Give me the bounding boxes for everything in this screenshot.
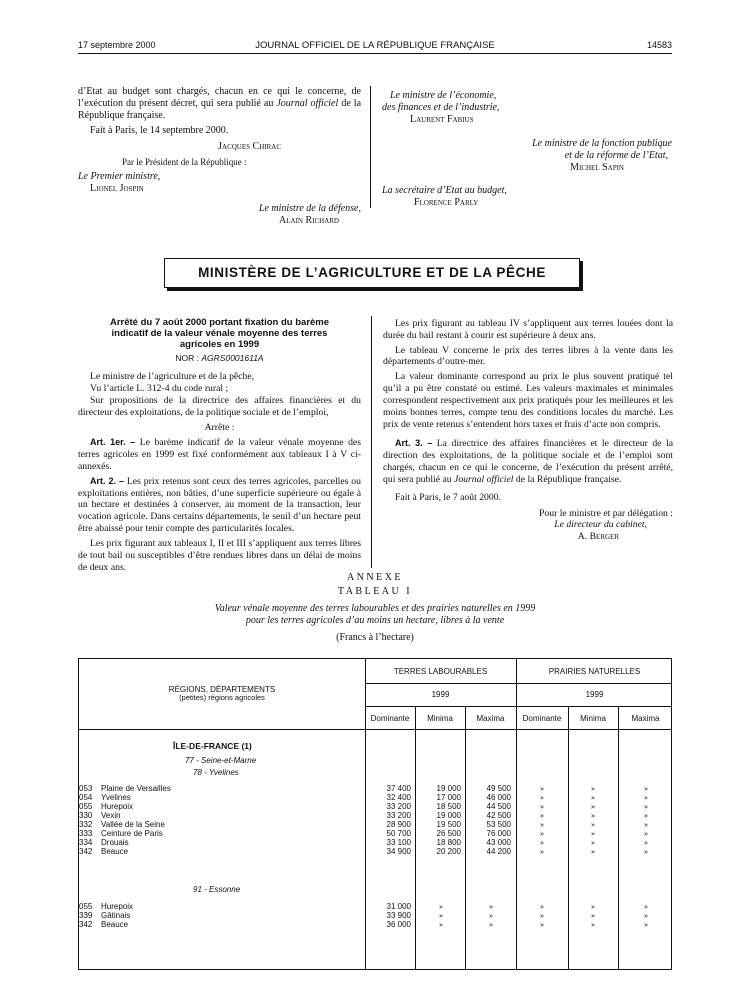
table-row (79, 829, 365, 838)
cell-ditto: » (591, 829, 595, 838)
tables-1-3-note: Les prix figurant aux tableaux I, II et III s’appliquent aux terres libres de tout bail ou susceptibles d’être rendues libres dans un délai de moins de deux ans. (78, 537, 361, 573)
annexe-heading-block (78, 572, 672, 645)
eco-title-2: des finances et de l’industrie, (382, 102, 500, 114)
cell-ditto: » (540, 911, 544, 920)
row-name (101, 902, 363, 911)
row-name (101, 838, 363, 847)
row-name-text: Beauce (101, 920, 129, 929)
rows-yvelines (79, 784, 673, 864)
row-code: 339 (79, 911, 93, 920)
row-name (101, 820, 363, 829)
table-rule (79, 729, 671, 730)
signatory-defense: Alain Richard (279, 215, 339, 227)
minister-line: Le ministre de l’agriculture et de la pêche, (90, 371, 255, 383)
cell-ditto: » (591, 920, 595, 929)
row-name (101, 811, 363, 820)
row-name (101, 920, 363, 929)
cell-ditto: » (591, 820, 595, 829)
table-row (79, 847, 365, 856)
header-prairies-naturelles: PRAIRIES NATURELLES (548, 667, 641, 676)
table-rule (365, 706, 671, 707)
article-2: Art. 2. – Les prix retenus sont ceux des terres agricoles, parcelles ou exploitations entières, non bâties, d’une superficie supérieure ou égale à un hectare et destinées à conserver, au moment de la transaction, leur vocation agricole. Dans certains départements, le seuil d’un hectare peut être abaissé pour tenir compte des particularités locales. (78, 475, 361, 535)
cell-ditto: » (540, 793, 544, 802)
column-divider (370, 86, 371, 208)
cell-max: 53 500 (486, 820, 511, 829)
header-year-pn: 1999 (585, 690, 604, 699)
decree-date: Fait à Paris, le 14 septembre 2000. (90, 124, 229, 136)
cell-ditto: » (644, 911, 648, 920)
row-name (101, 829, 363, 838)
row-name-text: Beauce (101, 847, 129, 856)
signatory-economy: Laurent Fabius (410, 114, 474, 126)
cell-ditto: » (540, 920, 544, 929)
cell-ditto: » (591, 847, 595, 856)
arrete-word: Arrête : (204, 422, 235, 434)
header-dominante-tl: Dominante (370, 714, 410, 723)
signatory-pm: Lionel Jospin (90, 183, 144, 195)
cell-min: 19 000 (436, 811, 461, 820)
department-78: 78 - Yvelines (193, 768, 239, 777)
table-row (79, 902, 365, 911)
tableau-heading: TABLEAU I (337, 586, 413, 598)
eco-title-1: Le ministre de l’économie, (390, 90, 497, 101)
cell-dom: 36 000 (386, 920, 411, 929)
header-page-number: 14583 (646, 40, 672, 50)
cell-ditto: » (439, 902, 443, 911)
decree-closing-paragraph: d’Etat au budget sont chargés, chacun en ce qui le concerne, de l’exécution du présent décret, qui sera publié au Journal officiel de la République française. (78, 86, 362, 122)
table-4-note: Les prix figurant au tableau IV s’appliquent aux terres louées dont la durée du bail restant à courir est supérieure à deux ans. (383, 318, 673, 341)
cell-dom: 31 000 (386, 902, 411, 911)
arrete-title: Arrêté du 7 août 2000 portant fixation du barème indicatif de la valeur vénale moyenne des terres agricoles en 1999 (109, 317, 330, 350)
cell-ditto: » (591, 802, 595, 811)
propositions-line: Sur propositions de la directrice des affaires financières et du directeur des exploitations, de la politique sociale et de l’emploi, (78, 394, 361, 418)
cell-ditto: » (591, 838, 595, 847)
signatory-budget: Florence Parly (414, 197, 479, 209)
row-code: 053 (79, 784, 93, 793)
row-name-text: Hurepoix (101, 902, 134, 911)
cell-ditto: » (540, 829, 544, 838)
page-header (78, 40, 672, 54)
arrete-left-column (78, 318, 361, 573)
cell-ditto: » (489, 920, 493, 929)
row-name (101, 793, 363, 802)
department-91: 91 - Essonne (193, 885, 241, 894)
dot-leader (101, 844, 363, 845)
table-row (79, 793, 365, 802)
header-date: 17 septembre 2000 (78, 40, 156, 50)
cell-min: 17 000 (436, 793, 461, 802)
row-name-text: Plaine de Versailles (101, 784, 171, 793)
dot-leader (101, 908, 363, 909)
row-code: 334 (79, 838, 93, 847)
row-name (101, 847, 363, 856)
region-label: ÎLE-DE-FRANCE (1) (173, 741, 252, 751)
cell-ditto: » (644, 902, 648, 911)
row-code: 330 (79, 811, 93, 820)
cell-dom: 37 400 (386, 784, 411, 793)
row-name-text: Vexin (101, 811, 121, 820)
header-year-tl: 1999 (431, 690, 450, 699)
header-terres-labourables: TERRES LABOURABLES (393, 667, 488, 676)
fp-title-2: et de la réforme de l’Etat, (564, 149, 668, 161)
table-row (79, 920, 365, 929)
header-minima-tl: Minima (427, 714, 453, 723)
arrete-date: Fait à Paris, le 7 août 2000. (395, 491, 502, 503)
cell-max: 49 500 (486, 784, 511, 793)
signatory-fonction-publique: Michel Sapin (570, 161, 624, 173)
header-title: JOURNAL OFFICIEL DE LA RÉPUBLIQUE FRANÇAISE (255, 40, 495, 51)
cell-dom: 28 900 (386, 820, 411, 829)
cell-ditto: » (439, 911, 443, 920)
cell-ditto: » (540, 820, 544, 829)
budget-title: La secrétaire d’Etat au budget, (382, 185, 507, 197)
dot-leader (101, 926, 363, 927)
table-row (79, 811, 365, 820)
cell-ditto: » (644, 838, 648, 847)
article-3: Art. 3. – La directrice des affaires financières et le directeur de la direction des exploitations, de la politique sociale et de l’emploi sont chargés, chacun en ce qui le concerne, de l’exécution du présent arrêté, qui sera publié au Journal officiel de la République française. (383, 438, 673, 485)
signatory-director: A. Berger (577, 531, 619, 543)
nor-reference: NOR : AGRS0001611A (175, 352, 264, 363)
cell-ditto: » (591, 911, 595, 920)
cell-max: 44 500 (486, 802, 511, 811)
table-unit: (Francs à l’hectare) (336, 632, 414, 644)
cell-dom: 33 900 (386, 911, 411, 920)
cell-ditto: » (591, 902, 595, 911)
cell-min: 20 200 (436, 847, 461, 856)
header-region: RÉGIONS, DÉPARTEMENTS (petites) régions agricoles (168, 685, 276, 703)
dot-leader (101, 853, 363, 854)
article-1: Art. 1er. – Le barème indicatif de la valeur vénale moyenne des terres agricoles en 1999 est fixé conformément aux tableaux I à V ci-annexés. (78, 437, 361, 472)
cell-ditto: » (644, 811, 648, 820)
header-minima-pn: Minima (580, 714, 606, 723)
row-name-text: Vallée de la Seine (101, 820, 165, 829)
decree-signatures-right (382, 90, 672, 210)
dot-leader (101, 799, 363, 800)
fp-title-1: Le ministre de la fonction publique (532, 137, 672, 149)
cell-ditto: » (644, 829, 648, 838)
cell-min: 18 500 (436, 802, 461, 811)
cell-ditto: » (644, 802, 648, 811)
delegation-line: Pour le ministre et par délégation : (539, 507, 673, 519)
ministry-heading: MINISTÈRE DE L’AGRICULTURE ET DE LA PÊCHE (164, 258, 580, 288)
row-code: 342 (79, 847, 93, 856)
cell-ditto: » (591, 793, 595, 802)
row-code: 054 (79, 793, 93, 802)
dot-leader (101, 917, 363, 918)
table-row (79, 838, 365, 847)
table-5-note: Le tableau V concerne le prix des terres libres à la vente dans les départements d’outre-mer. (383, 344, 673, 368)
cell-dom: 33 200 (386, 802, 411, 811)
cell-ditto: » (540, 838, 544, 847)
cell-ditto: » (644, 847, 648, 856)
cell-ditto: » (644, 820, 648, 829)
row-code: 055 (79, 802, 93, 811)
cell-ditto: » (489, 902, 493, 911)
row-name (101, 802, 363, 811)
valuation-table (78, 658, 672, 970)
cell-dom: 32 400 (386, 793, 411, 802)
row-code: 055 (79, 902, 93, 911)
dot-leader (101, 808, 363, 809)
cell-dom: 50 700 (386, 829, 411, 838)
cell-dom: 34 900 (386, 847, 411, 856)
header-maxima-pn: Maxima (631, 714, 660, 723)
table-row (79, 784, 365, 793)
dominante-note: La valeur dominante correspond au prix le plus souvent pratiqué tel qu’il a pu être constaté ou estimé. Les valeurs maximales et minimales correspondent respectivement aux prix pratiqués pour les meilleures et les moins bonnes terres, compte tenu des conditions locales du marché. Les prix de vente retenus s’entendent hors taxes et frais d’acte non compris. (383, 371, 673, 430)
row-name-text: Gâtinais (101, 911, 131, 920)
cell-max: 76 000 (486, 829, 511, 838)
rows-essonne (79, 902, 673, 934)
signatory-president: Jacques Chirac (218, 140, 281, 152)
arrete-right-column (383, 318, 673, 543)
cell-ditto: » (540, 802, 544, 811)
row-name-text: Drouais (101, 838, 129, 847)
table-row (79, 820, 365, 829)
defense-title: Le ministre de la défense, (258, 203, 361, 215)
header-maxima-tl: Maxima (476, 714, 505, 723)
cell-ditto: » (439, 920, 443, 929)
cell-dom: 33 200 (386, 811, 411, 820)
row-name-text: Ceinture de Paris (101, 829, 163, 838)
cell-dom: 33 100 (386, 838, 411, 847)
cell-ditto: » (540, 847, 544, 856)
vu-line: Vu l’article L. 312-4 du code rural ; (90, 382, 229, 394)
cell-max: 42 500 (486, 811, 511, 820)
cell-min: 26 500 (436, 829, 461, 838)
cell-ditto: » (489, 911, 493, 920)
par-le-president: Par le Président de la République : (122, 156, 247, 167)
cell-min: 19 500 (436, 820, 461, 829)
row-name-text: Yvelines (101, 793, 131, 802)
cell-min: 18 800 (436, 838, 461, 847)
annexe-heading: ANNEXE (346, 572, 404, 583)
table-caption: Valeur vénale moyenne des terres labourables et des prairies naturelles en 1999 pour les terres agricoles d’au moins un hectare, libres à la vente (214, 603, 536, 627)
cell-ditto: » (540, 902, 544, 911)
row-code: 332 (79, 820, 93, 829)
dot-leader (101, 817, 363, 818)
row-name (101, 911, 363, 920)
department-77: 77 - Seine-et-Marne (185, 756, 257, 765)
table-row (79, 911, 365, 920)
row-name (101, 784, 363, 793)
cell-max: 43 000 (486, 838, 511, 847)
pm-title: Le Premier ministre, (78, 170, 161, 182)
table-row (79, 802, 365, 811)
header-dominante-pn: Dominante (522, 714, 562, 723)
cell-ditto: » (540, 811, 544, 820)
decree-signatures-left (78, 86, 361, 228)
director-title: Le directeur du cabinet, (554, 519, 647, 531)
cell-max: 44 200 (486, 847, 511, 856)
cell-min: 19 000 (436, 784, 461, 793)
cell-ditto: » (591, 811, 595, 820)
cell-ditto: » (540, 784, 544, 793)
cell-ditto: » (591, 784, 595, 793)
row-name-text: Hurepoix (101, 802, 134, 811)
column-divider (371, 316, 372, 568)
cell-ditto: » (644, 793, 648, 802)
cell-ditto: » (644, 784, 648, 793)
row-code: 342 (79, 920, 93, 929)
cell-ditto: » (644, 920, 648, 929)
table-rule (365, 683, 671, 684)
cell-max: 46 000 (486, 793, 511, 802)
row-code: 333 (79, 829, 93, 838)
